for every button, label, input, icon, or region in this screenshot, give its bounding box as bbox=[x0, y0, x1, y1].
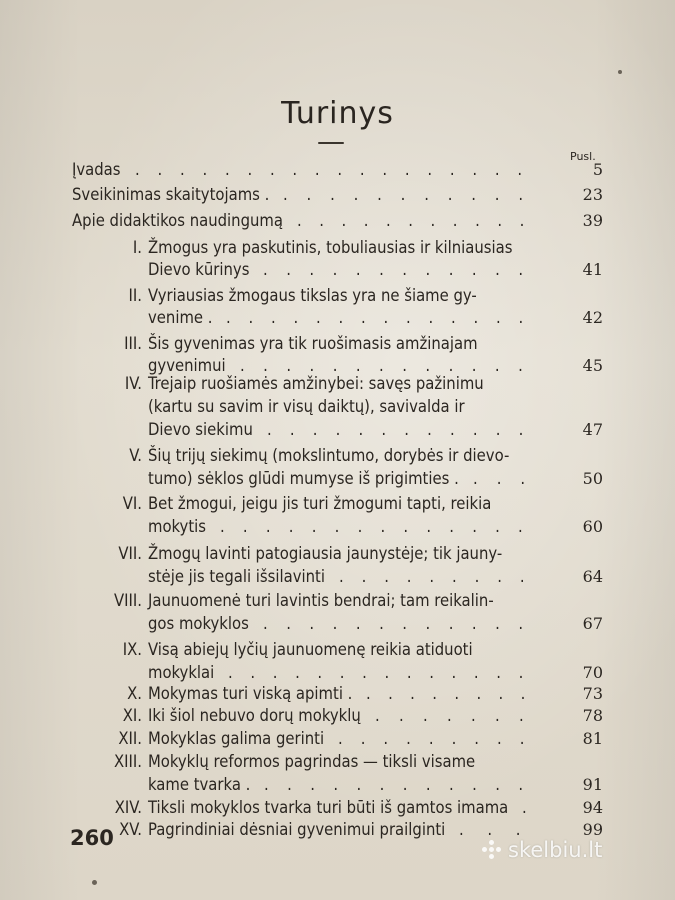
chapter-numeral: IX. bbox=[122, 640, 142, 659]
toc-page-number: 99 bbox=[582, 820, 603, 839]
chapter-numeral: XI. bbox=[122, 706, 142, 725]
dot-leader: ......... bbox=[338, 729, 543, 748]
chapter-numeral: IV. bbox=[124, 374, 142, 393]
chapter-numeral: XV. bbox=[119, 820, 142, 839]
dot-leader: ........ bbox=[366, 684, 543, 703]
toc-page-number: 81 bbox=[582, 729, 603, 748]
chapter-numeral: V. bbox=[129, 446, 142, 465]
toc-entry-text: gos mokyklos bbox=[148, 614, 249, 633]
skelbiu-logo-icon bbox=[482, 840, 502, 860]
toc-entry-text: venime . bbox=[148, 308, 213, 327]
toc-entry-text: Pagrindiniai dėsniai gyvenimui prailginti bbox=[148, 820, 446, 839]
chapter-numeral: I. bbox=[132, 238, 142, 257]
toc-entry-text: Jaunuomenė turi lavintis bendrai; tam reikalin- bbox=[148, 591, 494, 610]
toc-entry-text: Apie didaktikos naudingumą bbox=[72, 211, 283, 230]
toc-entry-text: Šių trijų siekimų (mokslintumo, dorybės ir dievo- bbox=[148, 446, 510, 465]
toc-page-number: 5 bbox=[592, 160, 603, 179]
dot-leader: .............. bbox=[226, 308, 541, 327]
toc-entry-text: Visą abiejų lyčių jaunuomenę reikia atiduoti bbox=[148, 640, 473, 659]
toc-page-number: 50 bbox=[582, 469, 603, 488]
chapter-numeral: II. bbox=[128, 286, 142, 305]
toc-entry-text: Dievo kūrinys bbox=[148, 260, 250, 279]
toc-entry-text: Tiksli mokyklos tvarka turi būti iš gamtos imama bbox=[148, 798, 509, 817]
toc-entry-text: Iki šiol nebuvo dorų mokyklų bbox=[148, 706, 361, 725]
toc-entry-text: tumo) sėklos glūdi mumyse iš prigimties . bbox=[148, 469, 459, 488]
toc-entry-text: Trejaip ruošiamės amžinybei: savęs pažinimu bbox=[148, 374, 484, 393]
dot-leader: ........... bbox=[297, 211, 542, 230]
toc-entry-text: kame tvarka . bbox=[148, 775, 251, 794]
watermark bbox=[482, 838, 602, 862]
dot-leader: ............ bbox=[263, 614, 542, 633]
toc-entry-text: Mokyklų reformos pagrindas — tiksli visame bbox=[148, 752, 476, 771]
chapter-numeral: XIV. bbox=[114, 798, 142, 817]
toc-page-number: 70 bbox=[582, 663, 603, 682]
toc-page-number: 73 bbox=[582, 684, 603, 703]
toc-page-number: 78 bbox=[582, 706, 603, 725]
toc-page-number: 94 bbox=[582, 798, 603, 817]
toc-page-number: 60 bbox=[582, 517, 603, 536]
toc-entry-text: gyvenimui bbox=[148, 356, 226, 375]
toc-entry-text: mokytis bbox=[148, 517, 207, 536]
toc-entry-text: Įvadas bbox=[72, 160, 121, 179]
toc-entry-text: (kartu su savim ir visų daiktų), savivalda ir bbox=[148, 397, 465, 416]
toc-entry-text: Mokyklas galima gerinti bbox=[148, 729, 325, 748]
toc-page-number: 47 bbox=[582, 420, 603, 439]
toc-page-number: 67 bbox=[582, 614, 603, 633]
toc-entry-text: Mokymas turi viską apimti . bbox=[148, 684, 353, 703]
chapter-numeral: VI. bbox=[122, 494, 142, 513]
toc-entry-text: Vyriausias žmogaus tikslas yra ne šiame gy- bbox=[148, 286, 477, 305]
toc-entry-text: Žmogus yra paskutinis, tobuliausias ir kilniausias bbox=[148, 238, 513, 257]
chapter-numeral: VIII. bbox=[114, 591, 142, 610]
toc-page-number: 91 bbox=[582, 775, 603, 794]
dot-leader: ......... bbox=[339, 567, 543, 586]
title-ornament bbox=[318, 142, 344, 144]
toc-entry-text: Bet žmogui, jeigu jis turi žmogumi tapti, reikia bbox=[148, 494, 492, 513]
toc-page-number: 39 bbox=[582, 211, 603, 230]
chapter-numeral: III. bbox=[124, 334, 142, 353]
chapter-numeral: XIII. bbox=[113, 752, 142, 771]
chapter-numeral: VII. bbox=[118, 544, 142, 563]
dot-leader: .................. bbox=[135, 160, 540, 179]
page-number: 260 bbox=[70, 826, 114, 850]
dot-leader: ............ bbox=[267, 420, 542, 439]
toc-page-number: 64 bbox=[582, 567, 603, 586]
toc-page-number: 23 bbox=[582, 185, 603, 204]
page-title: Turinys bbox=[281, 96, 394, 131]
toc-page-number: 42 bbox=[582, 308, 603, 327]
dot-leader: .............. bbox=[220, 517, 541, 536]
toc-page-number: 41 bbox=[582, 260, 603, 279]
dot-leader: ....... bbox=[375, 706, 543, 725]
dot-leader: ... bbox=[473, 469, 545, 488]
toc-entry-text: Dievo siekimu bbox=[148, 420, 253, 439]
chapter-numeral: X. bbox=[127, 684, 142, 703]
dot-leader: .............. bbox=[228, 663, 541, 682]
dot-leader: ............ bbox=[263, 260, 542, 279]
page-column-label: Pusl. bbox=[570, 150, 596, 163]
dot-leader: ............. bbox=[240, 356, 542, 375]
page-speck bbox=[92, 880, 97, 885]
page-speck bbox=[618, 70, 622, 74]
toc-entry-text: Sveikinimas skaitytojams . bbox=[72, 185, 270, 204]
dot-leader: ... bbox=[459, 820, 545, 839]
dot-leader: ........... bbox=[283, 185, 542, 204]
toc-entry-text: mokyklai bbox=[148, 663, 215, 682]
chapter-numeral: XII. bbox=[118, 729, 142, 748]
watermark-text: skelbiu.lt bbox=[508, 838, 603, 862]
toc-entry-text: Žmogų lavinti patogiausia jaunystėje; tik jauny- bbox=[148, 544, 503, 563]
toc-page-number: 45 bbox=[582, 356, 603, 375]
dot-leader: . bbox=[522, 798, 545, 817]
toc-entry-text: Šis gyvenimas yra tik ruošimasis amžinajam bbox=[148, 334, 478, 353]
toc-entry-text: stėje jis tegali išsilavinti bbox=[148, 567, 325, 586]
dot-leader: ............ bbox=[264, 775, 542, 794]
